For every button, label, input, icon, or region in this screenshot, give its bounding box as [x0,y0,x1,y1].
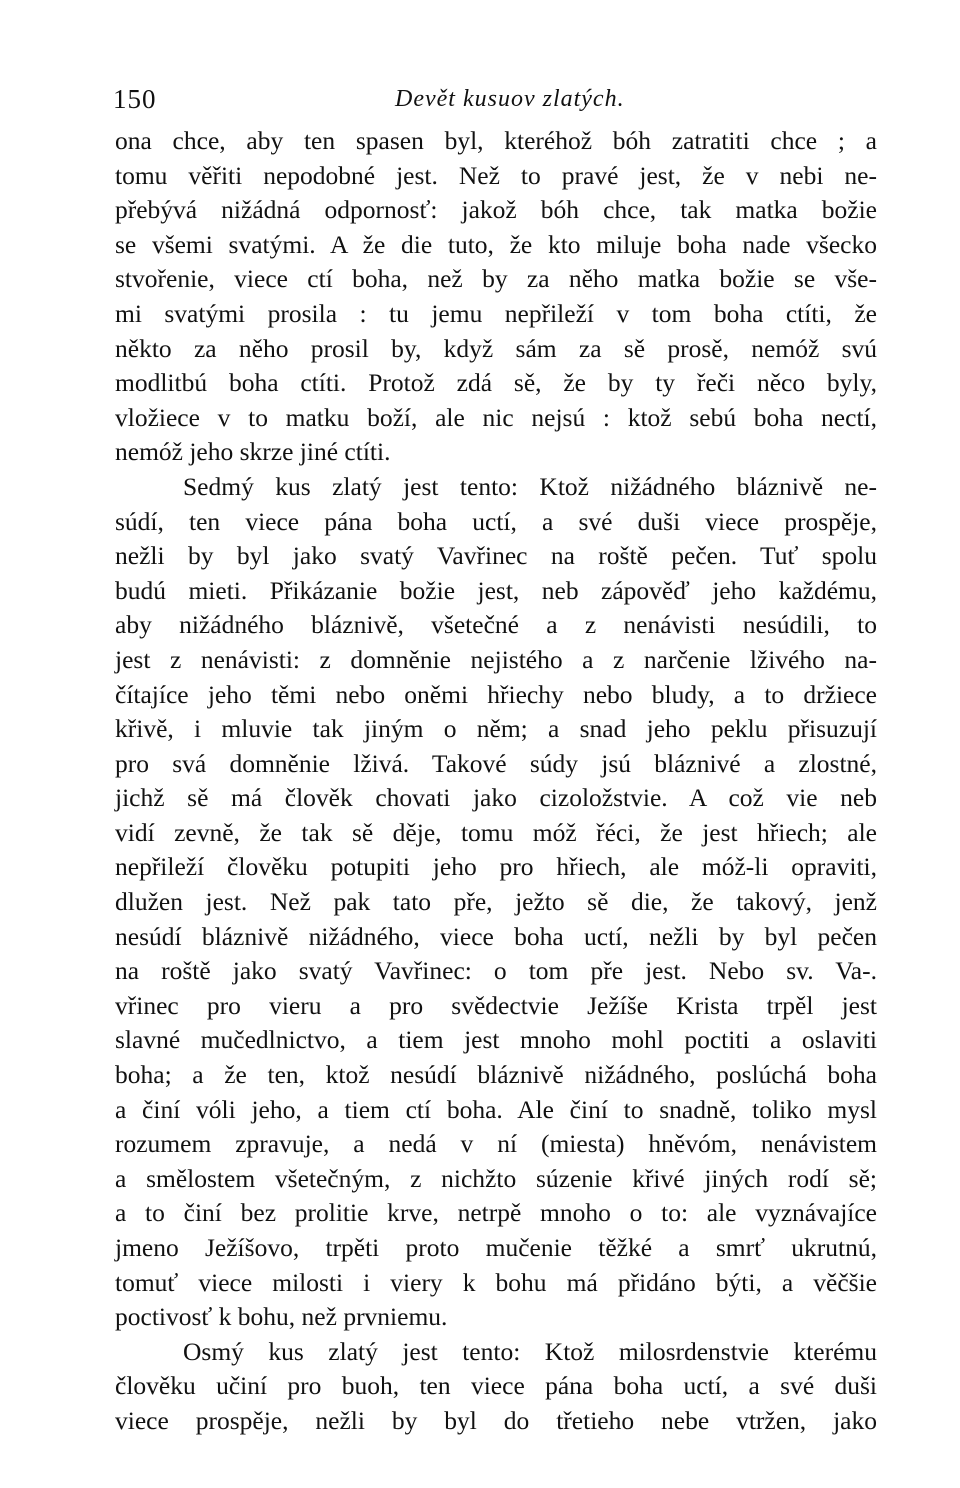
text-line: vřinec pro vieru a pro svědectvie Ježíše Krista trpěl jest [115,990,877,1020]
paragraph-start-line: Sedmý kus zlatý jest tento: Ktož nižádného bláznivě ne- [183,471,877,501]
text-line: pro svá domněnie lživá. Takové súdy jsú bláznivé a zlostné, [115,748,877,778]
text-line: a činí vóli jeho, a tiem ctí boha. Ale činí to snadně, toliko mysl [115,1094,877,1124]
text-line: nežli by byl jako svatý Vavřinec na roště pečen. Tuť spolu [115,541,877,571]
text-line: nesúdí bláznivě nižádného, viece boha uctí, nežli by byl pečen [115,921,877,951]
text-line: viece prospěje, nežli by byl do třetieho nebe vtržen, jako [115,1405,877,1435]
text-line: aby nižádného bláznivě, všetečné a z nenávisti nesúdili, to [115,610,877,640]
paragraph-start-line: Osmý kus zlatý jest tento: Ktož milosrdenstvie kterému [183,1336,877,1366]
text-line: a to činí bez prolitie krve, netrpě mnoho o to: ale vyznávajíce [115,1198,877,1228]
text-line: budú mieti. Přikázanie božie jest, neb zápověď jeho každému, [115,575,877,605]
text-line: vidí zevně, že tak sě děje, tomu móž řéci, že jest hřiech; ale [115,817,877,847]
text-line: ona chce, aby ten spasen byl, kteréhož bóh zatratiti chce ; a [115,126,877,155]
text-line: vložiece v to matku boží, ale nic nejsú : ktož sebú boha nectí, [115,402,877,432]
text-line: jest z nenávisti: z domněnie nejistého a z narčenie lživého na- [115,644,877,674]
text-line: člověku učiní pro buoh, ten viece pána boha uctí, a své duši [115,1371,877,1401]
text-line: jichž sě má člověk chovati jako cizoložstvie. A což vie neb [115,783,877,813]
text-line: přebývá nižádná odpornosť: jakož bóh chce, tak matka božie [115,195,877,225]
text-line: nepřileží člověku potupiti jeho pro hřiech, ale móž-li opraviti, [115,852,877,882]
text-line: rozumem zpravuje, a nedá v ní (miesta) hněvóm, nenávistem [115,1129,877,1159]
text-line: křivě, i mluvie tak jiným o něm; a snad jeho peklu přisuzují [115,714,877,744]
text-line: někto za něho prosil by, když sám za sě prosě, nemóž svú [115,333,877,363]
text-line: mi svatými prosila : tu jemu nepřileží v tom boha ctíti, že [115,298,877,328]
running-head [113,84,883,124]
text-line: modlitbú boha ctíti. Protož zdá sě, že by ty řeči něco byly, [115,368,877,398]
text-line: na roště jako svatý Vavřinec: o tom pře jest. Nebo sv. Va-. [115,956,877,986]
paragraph-end-line: poctivosť k bohu, než prvniemu. [115,1302,448,1332]
text-line: jmeno Ježíšovo, trpěti proto mučenie těžké a smrť ukrutnú, [115,1233,877,1262]
text-line: súdí, ten viece pána boha uctí, a své duši viece prospěje, [115,506,877,536]
text-line: čítajíce jeho těmi nebo oněmi hřiechy nebo bludy, a to držiece [115,679,877,709]
text-line: se všemi svatými. A že die tuto, že kto miluje boha nade všecko [115,229,877,259]
body-text [115,124,877,1439]
paragraph-end-line: nemóž jeho skrze jiné ctíti. [115,437,391,467]
text-line: tomuť viece milosti i viery k bohu má přidáno býti, a věčšie [115,1267,877,1297]
text-line: tomu věřiti nepodobné jest. Než to pravé jest, že v nebi ne- [115,160,877,190]
page-number: 150 [113,84,157,114]
text-line: a smělostem všetečným, z nichžto súzenie křivé jiných rodí sě; [115,1163,877,1193]
text-line: boha; a že ten, ktož nesúdí bláznivě nižádného, poslúchá boha [115,1060,877,1090]
running-title: Devět kusuov zlatých. [395,86,625,112]
text-line: slavné mučedlnictvo, a tiem jest mnoho mohl poctiti a oslaviti [115,1025,877,1055]
text-line: dlužen jest. Než pak tato pře, ježto sě die, že takový, jenž [115,887,877,917]
text-line: stvořenie, viece ctí boha, než by za něho matka božie se vše- [115,264,877,294]
